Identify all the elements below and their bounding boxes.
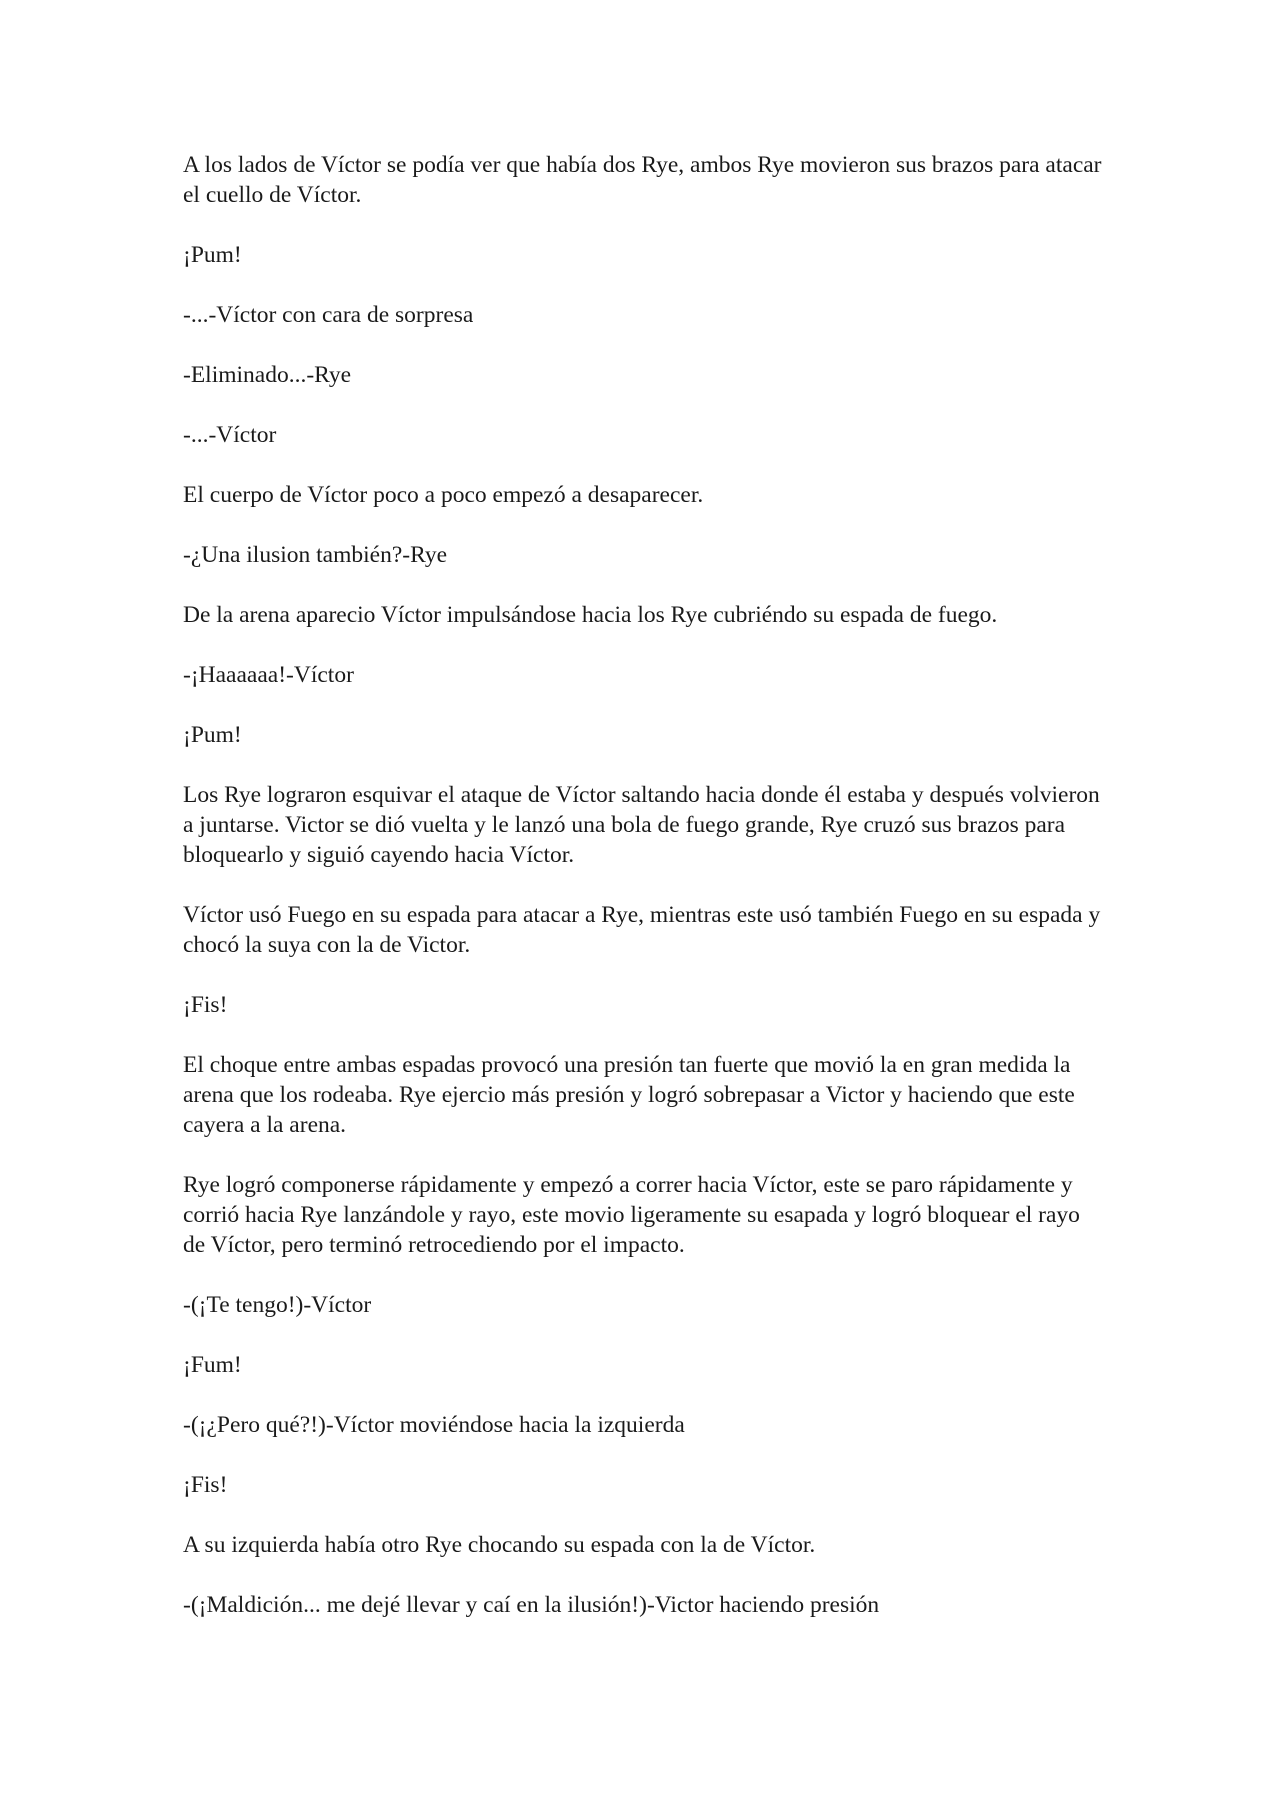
paragraph: A su izquierda había otro Rye chocando su espada con la de Víctor. bbox=[183, 1532, 816, 1558]
paragraph: El cuerpo de Víctor poco a poco empezó a desaparecer. bbox=[183, 482, 704, 508]
paragraph: -(¡Te tengo!)-Víctor bbox=[183, 1292, 372, 1318]
paragraph: Los Rye lograron esquivar el ataque de Víctor saltando hacia donde él estaba y después volvieron a juntarse. Victor se dió vuelta y le lanzó una bola de fuego grande, Rye cruzó sus brazos para bloquearlo y siguió cayendo hacia Víctor. bbox=[183, 782, 1100, 868]
paragraph: ¡Pum! bbox=[183, 242, 242, 268]
paragraph: ¡Fis! bbox=[183, 992, 228, 1018]
paragraph: -Eliminado...-Rye bbox=[183, 362, 352, 388]
paragraph: Víctor usó Fuego en su espada para atacar a Rye, mientras este usó también Fuego en su espada y chocó la suya con la de Victor. bbox=[183, 902, 1101, 958]
paragraph: ¡Fis! bbox=[183, 1472, 228, 1498]
paragraph: ¡Pum! bbox=[183, 722, 242, 748]
paragraph: -...-Víctor con cara de sorpresa bbox=[183, 302, 474, 328]
paragraph: ¡Fum! bbox=[183, 1352, 242, 1378]
paragraph: De la arena aparecio Víctor impulsándose hacia los Rye cubriéndo su espada de fuego. bbox=[183, 602, 998, 628]
paragraph: A los lados de Víctor se podía ver que había dos Rye, ambos Rye movieron sus brazos para atacar el cuello de Víctor. bbox=[183, 152, 1102, 208]
paragraph: El choque entre ambas espadas provocó una presión tan fuerte que movió la en gran medida la arena que los rodeaba. Rye ejercio más presión y logró sobrepasar a Victor y haciendo que este cayera a la arena. bbox=[183, 1052, 1075, 1138]
document-body bbox=[183, 150, 1103, 1650]
paragraph: -¿Una ilusion también?-Rye bbox=[183, 542, 448, 568]
paragraph: -(¡¿Pero qué?!)-Víctor moviéndose hacia la izquierda bbox=[183, 1412, 685, 1438]
paragraph: -...-Víctor bbox=[183, 422, 277, 448]
paragraph: Rye logró componerse rápidamente y empezó a correr hacia Víctor, este se paro rápidamente y corrió hacia Rye lanzándole y rayo, este movio ligeramente su esapada y logró bloquear el rayo de Víctor, pero terminó retrocediendo por el impacto. bbox=[183, 1172, 1080, 1258]
paragraph: -¡Haaaaaa!-Víctor bbox=[183, 662, 354, 688]
paragraph: -(¡Maldición... me dejé llevar y caí en la ilusión!)-Victor haciendo presión bbox=[183, 1592, 880, 1618]
